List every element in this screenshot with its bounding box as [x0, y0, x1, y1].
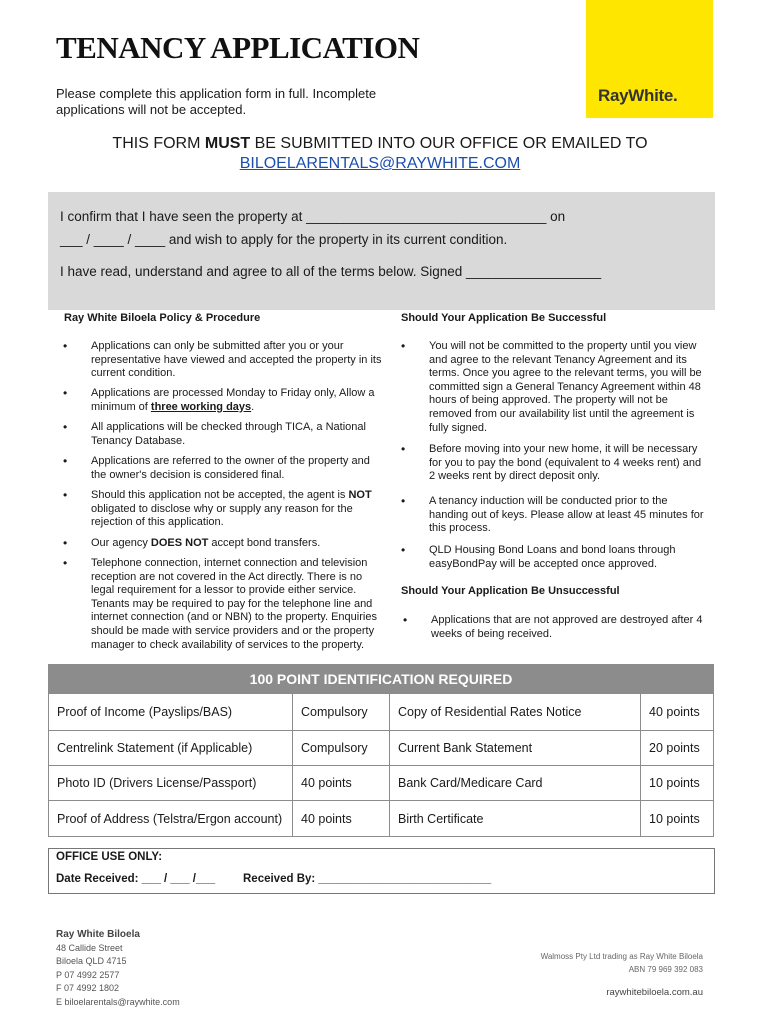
office-fax: F 07 4992 1802 [56, 983, 120, 994]
list-item: • Our agency DOES NOT accept bond transfers. [63, 537, 383, 551]
logo-wordmark: RayWhite. [598, 86, 678, 105]
table-cell: 40 points [293, 766, 390, 801]
table-cell: Centrelink Statement (if Applicable) [49, 731, 293, 766]
list-item: • All applications will be checked through TICA, a National Tenancy Database. [63, 421, 383, 448]
company-name: Walmoss Pty Ltd trading as Ray White Biloela [540, 952, 703, 961]
list-item: • Before moving into your new home, it will be necessary for you to pay the bond (equivalent to 4 weeks rent) and 2 weeks rent by direct deposit only. [401, 443, 704, 484]
list-item: • A tenancy induction will be conducted prior to the handing out of keys. Please allow at least 45 minutes for this process. [401, 495, 704, 536]
office-email[interactable]: E biloelarentals@raywhite.com [56, 996, 180, 1007]
intro-text: Please complete this application form in full. Incomplete applications will not be accepted. [56, 86, 377, 117]
confirmation-box [48, 192, 715, 310]
list-item: • Applications that are not approved are destroyed after 4 weeks of being received. [403, 614, 706, 641]
ray-white-logo [586, 0, 713, 118]
table-cell: 10 points [641, 801, 714, 837]
list-item: • Applications are referred to the owner of the property and the owner's decision is considered final. [63, 455, 383, 482]
table-cell: 40 points [293, 801, 390, 837]
id-points-table [48, 664, 714, 837]
table-row [49, 766, 714, 801]
table-cell: Current Bank Statement [390, 731, 641, 766]
page-title: TENANCY APPLICATION [56, 30, 420, 65]
office-address-line1: 48 Callide Street [56, 942, 123, 953]
table-cell: Birth Certificate [390, 801, 641, 837]
unsuccessful-heading: Should Your Application Be Unsuccessful [401, 585, 620, 597]
confirm-line-signature: I have read, understand and agree to all of the terms below. Signed __________________ [60, 264, 602, 279]
policy-heading: Ray White Biloela Policy & Procedure [64, 312, 261, 324]
table-row [49, 731, 714, 766]
office-address-line2: Biloela QLD 4715 [56, 956, 127, 967]
table-cell: Proof of Income (Payslips/BAS) [49, 694, 293, 731]
table-row [49, 801, 714, 837]
submit-text-a: THIS FORM [112, 135, 205, 152]
office-use-box [48, 848, 715, 894]
submit-text-must: MUST [204, 135, 251, 152]
date-received-field: Date Received: ___ / ___ /___ [56, 873, 216, 885]
table-cell: Proof of Address (Telstra/Ergon account) [49, 801, 293, 837]
confirm-line-date: ___ / ____ / ____ and wish to apply for the property in its current condition. [60, 232, 508, 247]
received-by-field: Received By: ___________________________ [243, 873, 492, 885]
office-use-heading: OFFICE USE ONLY: [56, 851, 163, 863]
submission-notice [40, 134, 720, 174]
table-cell: 10 points [641, 766, 714, 801]
email-link[interactable]: BILOELARENTALS@RAYWHITE.COM [239, 155, 521, 172]
table-cell: Compulsory [293, 694, 390, 731]
successful-heading: Should Your Application Be Successful [401, 312, 607, 324]
list-item: • Should this application not be accepted, the agent is NOT obligated to disclose why or supply any reason for the rejection of this application. [63, 489, 383, 530]
table-cell: Compulsory [293, 731, 390, 766]
list-item: • Applications can only be submitted after you or your representative have viewed and accepted the property in its current condition. [63, 340, 383, 381]
list-item: • Applications are processed Monday to Friday only, Allow a minimum of three working days. [63, 387, 383, 414]
table-heading: 100 POINT IDENTIFICATION REQUIRED [49, 665, 714, 694]
table-row [49, 694, 714, 731]
office-contact [56, 928, 180, 1010]
office-name: Ray White Biloela [56, 929, 140, 940]
website-link[interactable]: raywhitebiloela.com.au [606, 987, 703, 998]
confirm-line-property: I confirm that I have seen the property at ________________________________ on [60, 209, 566, 224]
table-cell: 40 points [641, 694, 714, 731]
list-item: • You will not be committed to the property until you view and agree to the relevant Tenancy Agreement and its terms. Once you agree to the relevant terms, you will be committed sign a General Tenancy Agreement within 48 hours of being approved. The property will not be removed from our availability list until the agreement is fully signed. [401, 340, 704, 435]
company-details [470, 950, 703, 976]
table-cell: Bank Card/Medicare Card [390, 766, 641, 801]
office-phone: P 07 4992 2577 [56, 969, 120, 980]
list-item: • Telephone connection, internet connection and television reception are not covered in the Act directly. There is no legal requirement for a lessor to provide either service. Tenants may be required to pay for the telephone line and internet connection (and or NBN) to the property. Enquiries should be made with service providers and or the property manager to check availability of services to the property. [63, 557, 383, 652]
list-item: • QLD Housing Bond Loans and bond loans through easyBondPay will be accepted once approved. [401, 544, 704, 571]
table-cell: Photo ID (Drivers License/Passport) [49, 766, 293, 801]
table-cell: Copy of Residential Rates Notice [390, 694, 641, 731]
submit-text-b: BE SUBMITTED INTO OUR OFFICE OR EMAILED TO [250, 135, 648, 152]
company-abn: ABN 79 969 392 083 [628, 965, 703, 974]
table-cell: 20 points [641, 731, 714, 766]
